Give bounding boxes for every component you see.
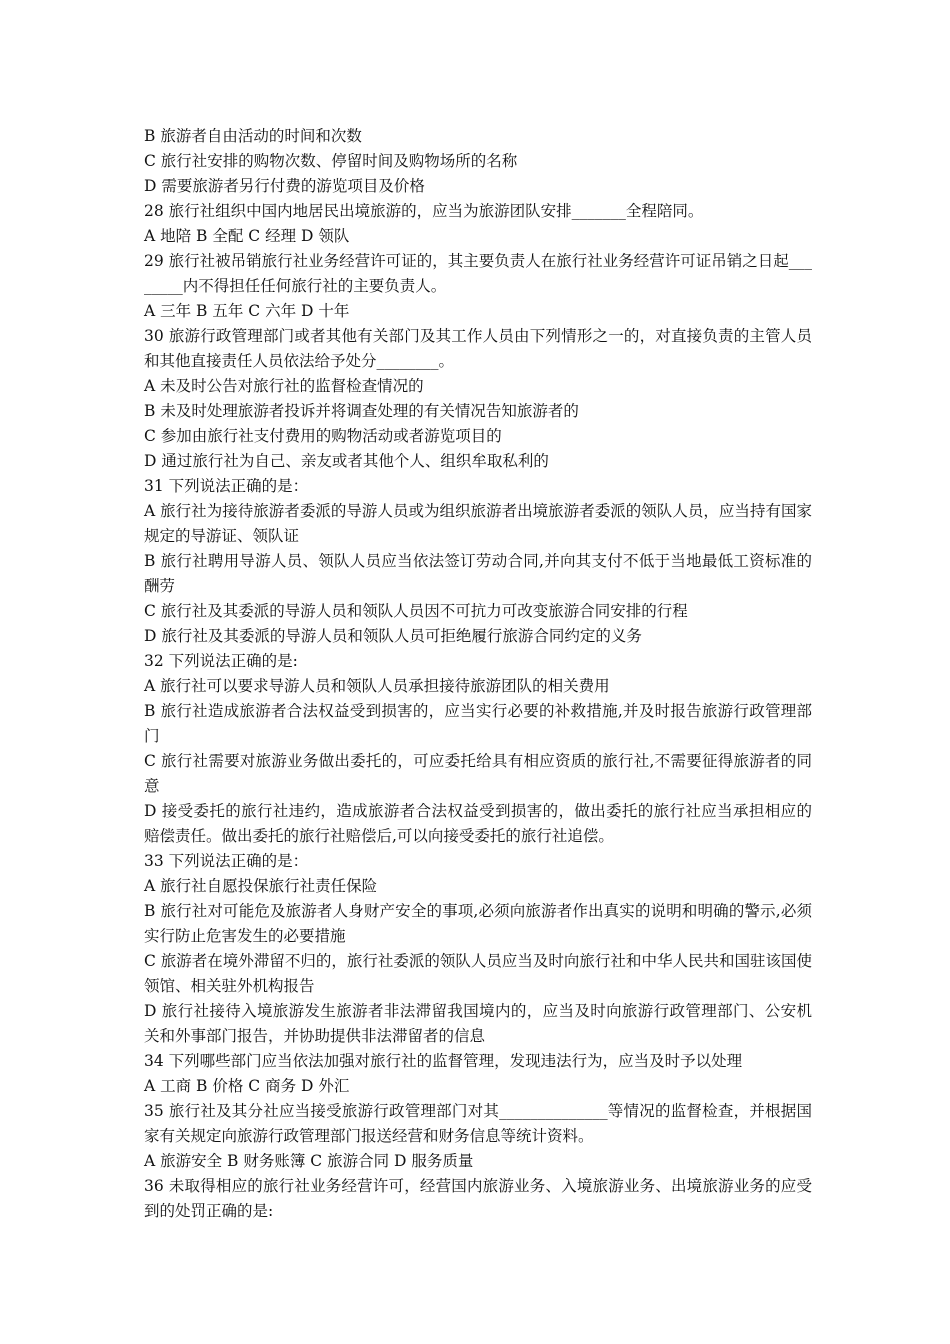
question-29: 29 旅行社被吊销旅行社业务经营许可证的，其主要负责人在旅行社业务经营许可证吊销之日起________内不得担任任何旅行社的主要负责人。 [144,252,812,295]
option-line: B 旅游者自由活动的时间和次数 [144,127,362,145]
question-32: 32 下列说法正确的是: [144,652,298,670]
question-36: 36 未取得相应的旅行社业务经营许可，经营国内旅游业务、入境旅游业务、出境旅游业务的应受到的处罚正确的是: [144,1177,812,1220]
option-line: D 接受委托的旅行社违约，造成旅游者合法权益受到损害的，做出委托的旅行社应当承担相应的赔偿责任。做出委托的旅行社赔偿后,可以向接受委托的旅行社追偿。 [144,802,812,845]
question-28: 28 旅行社组织中国内地居民出境旅游的，应当为旅游团队安排_______全程陪同。 [144,202,704,220]
option-line: C 旅游者在境外滞留不归的，旅行社委派的领队人员应当及时向旅行社和中华人民共和国驻该国使领馆、相关驻外机构报告 [144,952,812,995]
option-line: A 未及时公告对旅行社的监督检查情况的 [144,377,424,395]
option-line: A 工商 B 价格 C 商务 D 外汇 [144,1077,350,1095]
option-line: D 通过旅行社为自己、亲友或者其他个人、组织牟取私利的 [144,452,549,470]
option-line: A 旅行社自愿投保旅行社责任保险 [144,877,378,895]
option-line: C 旅行社安排的购物次数、停留时间及购物场所的名称 [144,152,518,170]
option-line: D 旅行社及其委派的导游人员和领队人员可拒绝履行旅游合同约定的义务 [144,627,642,645]
question-34: 34 下列哪些部门应当依法加强对旅行社的监督管理，发现违法行为，应当及时予以处理 [144,1052,743,1070]
question-35: 35 旅行社及其分社应当接受旅游行政管理部门对其______________等情况的监督检查，并根据国家有关规定向旅游行政管理部门报送经营和财务信息等统计资料。 [144,1102,812,1145]
option-line: C 参加由旅行社支付费用的购物活动或者游览项目的 [144,427,502,445]
option-line: B 未及时处理旅游者投诉并将调查处理的有关情况告知旅游者的 [144,402,579,420]
option-line: A 旅游安全 B 财务账簿 C 旅游合同 D 服务质量 [144,1152,474,1170]
option-line: B 旅行社对可能危及旅游者人身财产安全的事项,必须向旅游者作出真实的说明和明确的警示,必须实行防止危害发生的必要措施 [144,902,812,945]
option-line: A 三年 B 五年 C 六年 D 十年 [144,302,350,320]
option-line: C 旅行社需要对旅游业务做出委托的，可应委托给具有相应资质的旅行社,不需要征得旅游者的同意 [144,752,812,795]
option-line: D 旅行社接待入境旅游发生旅游者非法滞留我国境内的，应当及时向旅游行政管理部门、公安机关和外事部门报告，并协助提供非法滞留者的信息 [144,1002,812,1045]
option-line: B 旅行社聘用导游人员、领队人员应当依法签订劳动合同,并向其支付不低于当地最低工资标准的酬劳 [144,552,812,595]
question-33: 33 下列说法正确的是： [144,852,309,870]
option-line: A 旅行社可以要求导游人员和领队人员承担接待旅游团队的相关费用 [144,677,610,695]
option-line: D 需要旅游者另行付费的游览项目及价格 [144,177,425,195]
question-31: 31 下列说法正确的是： [144,477,309,495]
question-30: 30 旅游行政管理部门或者其他有关部门及其工作人员由下列情形之一的，对直接负责的主管人员和其他直接责任人员依法给予处分________。 [144,327,812,370]
option-line: A 地陪 B 全配 C 经理 D 领队 [144,227,350,245]
document-body [144,124,812,1224]
option-line: C 旅行社及其委派的导游人员和领队人员因不可抗力可改变旅游合同安排的行程 [144,602,688,620]
option-line: B 旅行社造成旅游者合法权益受到损害的，应当实行必要的补救措施,并及时报告旅游行政管理部门 [144,702,812,745]
option-line: A 旅行社为接待旅游者委派的导游人员或为组织旅游者出境旅游者委派的领队人员，应当持有国家规定的导游证、领队证 [144,502,812,545]
